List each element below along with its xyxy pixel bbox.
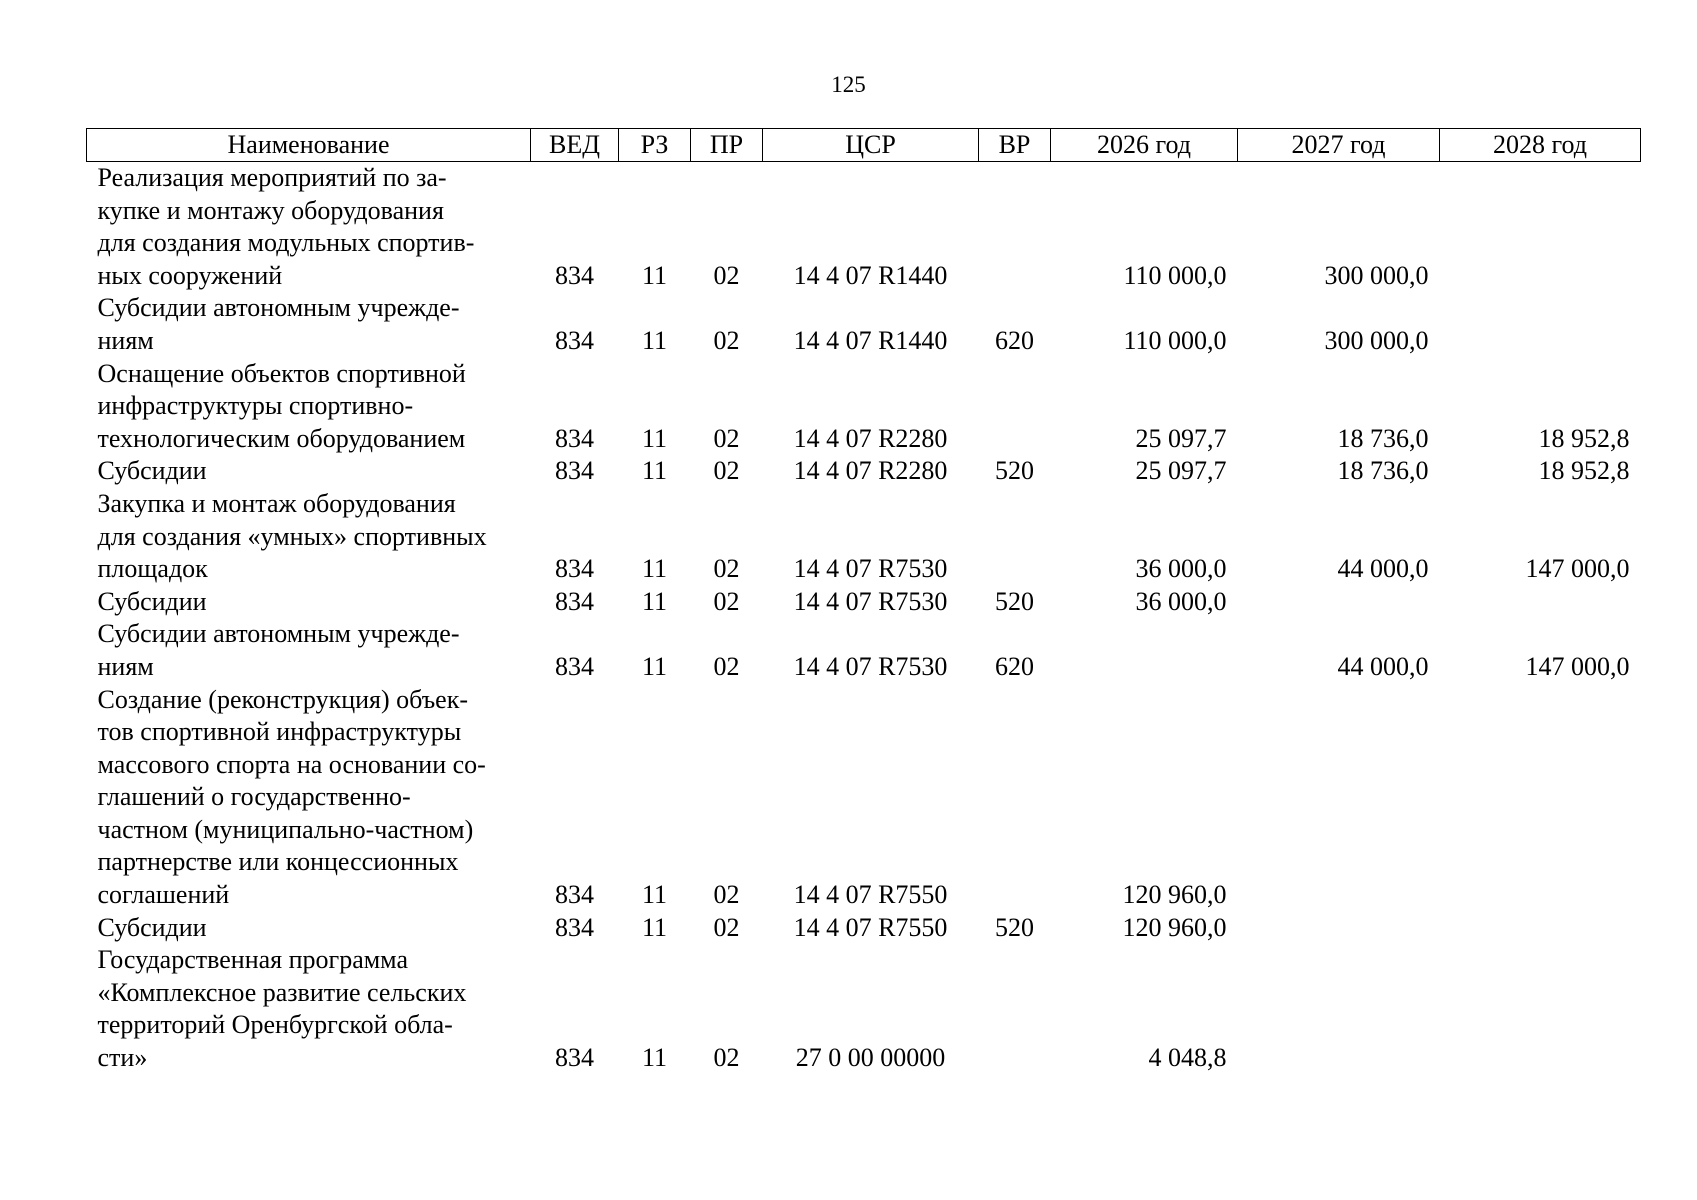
name-line: для создания «умных» спортивных (97, 521, 487, 551)
cell-pr: 02 (713, 456, 740, 486)
cell-rz: 11 (641, 1043, 668, 1073)
name-line: ниям (97, 325, 154, 355)
cell-ved: 834 (555, 586, 594, 616)
table-row (87, 488, 1641, 586)
cell-ved: 834 (555, 325, 594, 355)
cell-2027: 18 736,0 (1337, 423, 1429, 453)
cell-rz: 11 (641, 880, 668, 910)
name-line: Реализация мероприятий по за- (97, 163, 447, 192)
cell-2027: 300 000,0 (1324, 260, 1429, 290)
cell-2027: 44 000,0 (1337, 554, 1429, 584)
name-line: частном (муниципально-частном) (97, 814, 474, 844)
cell-rz: 11 (641, 260, 668, 290)
cell-pr: 02 (713, 325, 740, 355)
cell-2027 (1238, 684, 1440, 912)
cell-2026: 110 000,0 (1123, 260, 1227, 290)
header-ved: ВЕД (531, 129, 619, 162)
cell-2028: 18 952,8 (1538, 423, 1630, 453)
cell-2026 (1051, 618, 1238, 683)
cell-rz: 11 (641, 651, 668, 681)
cell-2027: 18 736,0 (1337, 456, 1429, 486)
header-2028: 2028 год (1440, 129, 1641, 162)
name-line: Государственная программа (97, 945, 409, 975)
cell-2028 (1440, 912, 1641, 945)
name-line: Создание (реконструкция) объек- (97, 684, 469, 714)
table-row (87, 292, 1641, 357)
name-line: тов спортивной инфраструктуры (97, 717, 462, 747)
cell-vr (979, 488, 1051, 586)
cell-ved: 834 (555, 880, 594, 910)
cell-csr: 14 4 07 R2280 (793, 456, 948, 486)
cell-csr: 14 4 07 R7530 (793, 554, 948, 584)
table-header-row (87, 129, 1641, 162)
name-line: Субсидии (97, 912, 207, 942)
cell-rz: 11 (641, 586, 668, 616)
cell-vr (979, 358, 1051, 456)
cell-name (87, 944, 531, 1074)
cell-2026: 120 960,0 (1122, 880, 1227, 910)
cell-csr: 14 4 07 R7550 (793, 880, 948, 910)
name-line: массового спорта на основании со- (97, 749, 486, 779)
cell-ved: 834 (555, 651, 594, 681)
name-line: «Комплексное развитие сельских (97, 977, 467, 1007)
cell-rz: 11 (641, 554, 668, 584)
cell-csr: 14 4 07 R7550 (793, 912, 948, 942)
cell-rz: 11 (641, 325, 668, 355)
cell-csr: 14 4 07 R1440 (793, 260, 948, 290)
cell-csr: 14 4 07 R7530 (793, 586, 948, 616)
cell-ved: 834 (555, 554, 594, 584)
table-row (87, 944, 1641, 1074)
table-row (87, 684, 1641, 912)
cell-2028 (1440, 944, 1641, 1074)
table-row (87, 912, 1641, 945)
budget-table (86, 128, 1641, 1075)
header-name: Наименование (87, 129, 531, 162)
name-line: территорий Оренбургской обла- (97, 1010, 453, 1040)
cell-pr: 02 (713, 554, 740, 584)
name-line: глашений о государственно- (97, 782, 411, 812)
table-row (87, 358, 1641, 456)
cell-vr: 620 (995, 651, 1034, 681)
page-number: 125 (831, 72, 866, 97)
cell-vr: 520 (995, 586, 1034, 616)
cell-name (87, 586, 531, 619)
cell-pr: 02 (713, 423, 740, 453)
name-line: соглашений (97, 880, 230, 910)
cell-2028: 147 000,0 (1525, 651, 1630, 681)
cell-vr (979, 944, 1051, 1074)
cell-name (87, 455, 531, 488)
name-line: Субсидии (97, 586, 207, 616)
cell-2026: 25 097,7 (1135, 456, 1227, 486)
cell-2028 (1440, 162, 1641, 293)
header-vr: ВР (979, 129, 1051, 162)
cell-name (87, 488, 531, 586)
cell-2028: 18 952,8 (1538, 456, 1630, 486)
table-body (87, 162, 1641, 1075)
cell-2026: 4 048,8 (1148, 1043, 1227, 1073)
cell-pr: 02 (713, 586, 740, 616)
cell-name (87, 912, 531, 945)
name-line: для создания модульных спортив- (97, 228, 475, 258)
header-2026: 2026 год (1051, 129, 1238, 162)
cell-rz: 11 (641, 423, 668, 453)
cell-vr: 620 (995, 325, 1034, 355)
cell-vr: 520 (995, 912, 1034, 942)
name-line: купке и монтажу оборудования (97, 195, 444, 225)
cell-2026: 120 960,0 (1122, 912, 1227, 942)
cell-pr: 02 (713, 1043, 740, 1073)
cell-ved: 834 (555, 423, 594, 453)
cell-name (87, 684, 531, 912)
cell-name (87, 292, 531, 357)
name-line: инфраструктуры спортивно- (97, 391, 414, 421)
cell-2026: 110 000,0 (1123, 325, 1227, 355)
cell-name (87, 358, 531, 456)
name-line: ных сооружений (97, 260, 283, 290)
header-pr: ПР (691, 129, 763, 162)
cell-rz: 11 (641, 912, 668, 942)
cell-csr: 14 4 07 R1440 (793, 325, 948, 355)
name-line: технологическим оборудованием (97, 423, 466, 453)
cell-2028 (1440, 292, 1641, 357)
cell-2026: 36 000,0 (1135, 554, 1227, 584)
cell-2028: 147 000,0 (1525, 554, 1630, 584)
cell-name (87, 618, 531, 683)
cell-ved: 834 (555, 456, 594, 486)
cell-ved: 834 (555, 912, 594, 942)
name-line: партнерстве или концессионных (97, 847, 459, 877)
cell-csr: 14 4 07 R7530 (793, 651, 948, 681)
table-row (87, 618, 1641, 683)
cell-name (87, 162, 531, 293)
cell-ved: 834 (555, 260, 594, 290)
name-line: Субсидии автономным учрежде- (97, 293, 460, 323)
cell-2026: 36 000,0 (1135, 586, 1227, 616)
header-rz: РЗ (619, 129, 691, 162)
cell-csr: 14 4 07 R2280 (793, 423, 948, 453)
name-line: площадок (97, 554, 208, 584)
cell-pr: 02 (713, 880, 740, 910)
header-2027: 2027 год (1238, 129, 1440, 162)
cell-2027: 300 000,0 (1324, 325, 1429, 355)
cell-rz: 11 (641, 456, 668, 486)
cell-2028 (1440, 684, 1641, 912)
cell-2027 (1238, 586, 1440, 619)
cell-pr: 02 (713, 912, 740, 942)
cell-vr (979, 162, 1051, 293)
cell-pr: 02 (713, 260, 740, 290)
header-csr: ЦСР (763, 129, 979, 162)
name-line: Оснащение объектов спортивной (97, 358, 466, 388)
cell-2027: 44 000,0 (1337, 651, 1429, 681)
cell-2028 (1440, 586, 1641, 619)
name-line: сти» (97, 1043, 148, 1073)
cell-vr (979, 684, 1051, 912)
table-row (87, 455, 1641, 488)
cell-vr: 520 (995, 456, 1034, 486)
cell-csr: 27 0 00 00000 (795, 1043, 946, 1073)
table-row (87, 162, 1641, 293)
cell-2027 (1238, 944, 1440, 1074)
name-line: Субсидии (97, 456, 207, 486)
name-line: Закупка и монтаж оборудования (97, 488, 456, 518)
cell-2026: 25 097,7 (1135, 423, 1227, 453)
cell-ved: 834 (555, 1043, 594, 1073)
name-line: Субсидии автономным учрежде- (97, 619, 460, 649)
cell-pr: 02 (713, 651, 740, 681)
name-line: ниям (97, 651, 154, 681)
cell-2027 (1238, 912, 1440, 945)
table-row (87, 586, 1641, 619)
